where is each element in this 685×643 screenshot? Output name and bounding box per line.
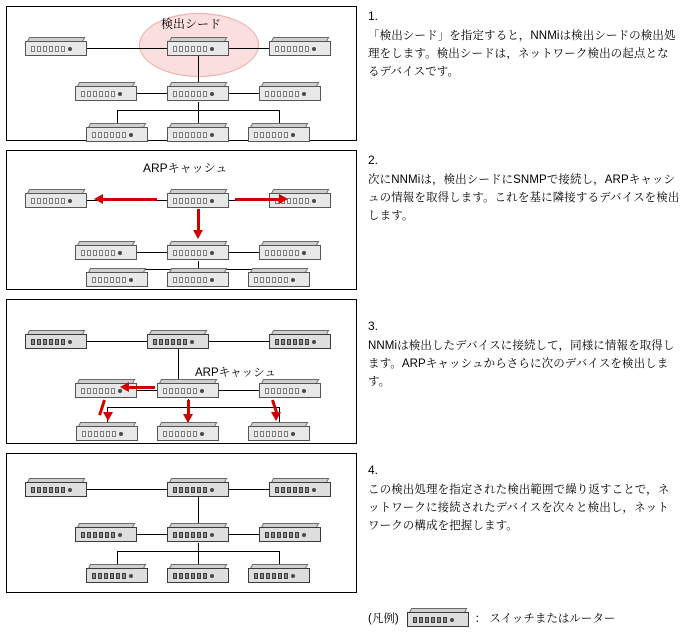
arp-cache-label: ARPキャッシュ [143,161,228,175]
step-4-figure [6,453,357,593]
link [219,390,259,391]
link [137,252,167,253]
device-node [167,268,229,288]
discovery-arrow-right [235,198,279,201]
link [87,341,147,342]
link [198,543,199,551]
device-node-discovered [259,523,321,543]
device-node [167,123,229,143]
device-node [76,422,138,442]
link [209,341,269,342]
switch-router-icon [407,608,469,628]
link [117,551,118,565]
legend-prefix: (凡例) [368,613,399,625]
device-node [75,82,137,102]
arrow-head [279,194,288,204]
device-node-discovered [147,330,209,350]
step-3-text [368,318,680,391]
step-3-figure [6,299,357,444]
device-node [259,241,321,261]
link [279,551,280,565]
discovery-arrow-down [197,209,200,231]
step-2-text [368,152,680,225]
step-4-text [368,462,680,535]
device-node [157,422,219,442]
link [279,110,280,124]
link [229,489,269,490]
device-node [167,241,229,261]
device-leds [31,46,65,52]
device-node [86,123,148,143]
link [198,497,199,523]
link-bus [107,407,279,408]
step-number: 4. [368,463,379,477]
device-node-discovered [269,330,331,350]
arp-cache-label: ARPキャッシュ [193,364,278,380]
step-description: 「検出シード」を指定すると，NNMiは検出シードの検出処理をします。検出シードは，ネットワーク検出の起点となるデバイスです。 [368,30,676,78]
link [229,93,259,94]
device-indicator [68,47,72,51]
link [229,48,269,49]
step-1-figure [6,6,357,141]
link [198,110,199,124]
device-node [259,379,321,399]
step-description: この検出処理を指定された検出範囲で繰り返すことで，ネットワークに接続されたデバイスを次々と検出し，ネットワークの構成を把握します。 [368,484,670,532]
arrow-head [193,230,203,239]
legend-text: ： スイッチまたはルーター [474,613,616,625]
device-node-discovered [167,564,229,584]
device-node-discovered [75,523,137,543]
link [198,551,199,565]
device-front-face [25,41,87,56]
arrow-head [271,412,281,421]
device-node-discovered [167,478,229,498]
device-node [248,422,310,442]
device-node [259,82,321,102]
device-node [25,37,87,57]
link [178,349,179,379]
link [198,102,199,110]
legend [368,608,680,628]
device-node-discovered [25,478,87,498]
link [198,56,199,82]
device-node [248,123,310,143]
discovery-arrow-left [129,386,155,389]
step-number: 2. [368,153,379,167]
arrow-head [103,412,113,421]
step-description: NNMiは検出したデバイスに接続して，同様に情報を取得します。ARPキャッシュからさらに次のデバイスを検出します。 [368,340,675,388]
step-number: 1. [368,9,379,23]
device-node-seed [157,379,219,399]
device-node [269,37,331,57]
device-node-discovered [86,564,148,584]
device-node-discovered [269,478,331,498]
arrow-head [94,194,103,204]
device-node [86,268,148,288]
step-1-text [368,8,680,81]
device-node [248,268,310,288]
arrow-head [120,382,129,392]
device-node-discovered [25,330,87,350]
device-node-seed [167,189,229,209]
link [137,390,157,391]
device-node [25,189,87,209]
step-2-figure [6,150,357,290]
device-node [167,82,229,102]
link [87,48,167,49]
link [87,489,167,490]
link [137,534,167,535]
device-node-discovered [167,523,229,543]
device-node-seed [167,37,229,57]
link [229,534,259,535]
device-node [75,241,137,261]
link [229,252,259,253]
discovery-arrow-left [103,198,157,201]
step-number: 3. [368,319,379,333]
device-node-discovered [248,564,310,584]
discovery-seed-label: 検出シード [161,17,222,31]
step-description: 次にNNMiは，検出シードにSNMPで接続し，ARPキャッシュの情報を取得します。これを基に隣接するデバイスを検出します。 [368,174,680,222]
link [137,93,167,94]
link [117,110,118,124]
